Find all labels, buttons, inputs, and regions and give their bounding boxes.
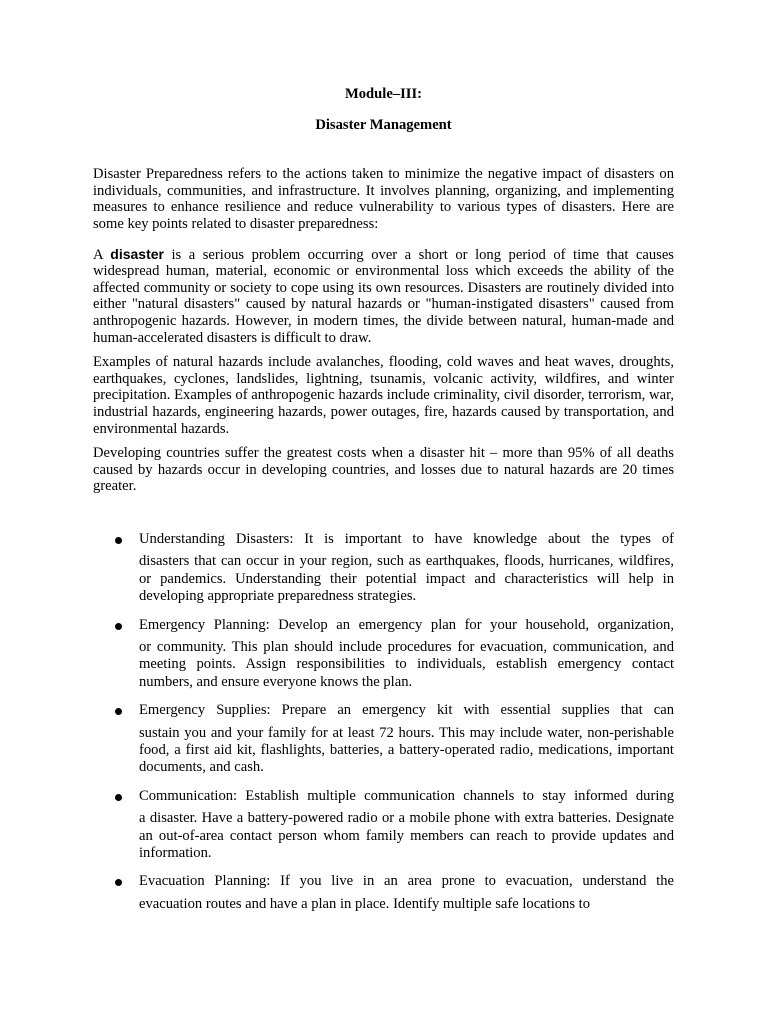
- definition-term: disaster: [110, 245, 164, 262]
- list-item-first-line: Communication: Establish multiple communication channels to stay informed during: [139, 787, 674, 804]
- list-item-first-line: Understanding Disasters: It is important to have knowledge about the types of: [139, 530, 674, 547]
- bullet-icon: [115, 794, 122, 801]
- list-item-text: evacuation routes and have a plan in place. Identify multiple safe locations to: [139, 895, 591, 912]
- document-page: [93, 86, 674, 924]
- section-title: Disaster Management: [315, 116, 452, 133]
- list-item-text: sustain you and your family for at least 72 hours. This may include water, non-perishable food, a first aid kit, flashlights, batteries, a battery-operated radio, medications, important documents, and cash.: [139, 724, 674, 776]
- definition-prefix: A: [93, 246, 111, 263]
- list-item: [93, 531, 674, 606]
- list-item: [93, 702, 674, 777]
- bullet-icon: [115, 708, 122, 715]
- bullet-icon: [115, 879, 122, 886]
- module-title: Module–III:: [344, 86, 423, 102]
- bullet-icon: [115, 537, 122, 544]
- examples-paragraph: Examples of natural hazards include avalanches, flooding, cold waves and heat waves, droughts, earthquakes, cyclones, landslides, lightning, tsunamis, volcanic activity, wildfires, and winter precipitation. Examples of anthropogenic hazards include criminality, civil disorder, terrorism, war, industrial hazards, engineering hazards, power outages, fire, hazards caused by transportation, and environmental hazards.: [93, 354, 674, 437]
- list-item-first-line: Emergency Planning: Develop an emergency plan for your household, organization,: [139, 616, 674, 633]
- list-item-text: or community. This plan should include procedures for evacuation, communication, and meeting points. Assign responsibilities to individuals, establish emergency contact numbers, and ensure everyone knows the plan.: [139, 638, 674, 690]
- list-item: [93, 873, 674, 913]
- intro-paragraph: Disaster Preparedness refers to the actions taken to minimize the negative impact of disasters on individuals, communities, and infrastructure. It involves planning, organizing, and implementing measures to enhance resilience and reduce vulnerability to various types of disasters. Here are some key points related to disaster preparedness:: [93, 166, 674, 232]
- list-item: [93, 617, 674, 692]
- definition-text: is a serious problem occurring over a short or long period of time that causes widespread human, material, economic or environmental loss which exceeds the ability of the affected community or society to cope using its own resources. Disasters are routinely divided into either "natural disasters" caused by natural hazards or "human-instigated disasters" caused from anthropogenic hazards. However, in modern times, the divide between natural, human-made and human-accelerated disasters is difficult to draw.: [93, 246, 674, 346]
- list-item: [93, 788, 674, 863]
- list-item-first-line: Evacuation Planning: If you live in an area prone to evacuation, understand the: [139, 873, 674, 890]
- definition-paragraph: [93, 246, 674, 347]
- list-item-text: a disaster. Have a battery-powered radio or a mobile phone with extra batteries. Designate an out-of-area contact person whom family members can reach to provide updates and information.: [139, 810, 674, 861]
- preparedness-list: [93, 531, 674, 913]
- developing-countries-paragraph: Developing countries suffer the greatest costs when a disaster hit – more than 95% of all deaths caused by hazards occur in developing countries, and losses due to natural hazards are 20 times greater.: [93, 445, 674, 495]
- list-item-first-line: Emergency Supplies: Prepare an emergency kit with essential supplies that can: [139, 702, 674, 719]
- list-item-text: disasters that can occur in your region, such as earthquakes, floods, hurricanes, wildfires, or pandemics. Understanding their potential impact and characteristics will help in developing appropriate preparedness strategies.: [139, 553, 674, 605]
- bullet-icon: [115, 623, 122, 630]
